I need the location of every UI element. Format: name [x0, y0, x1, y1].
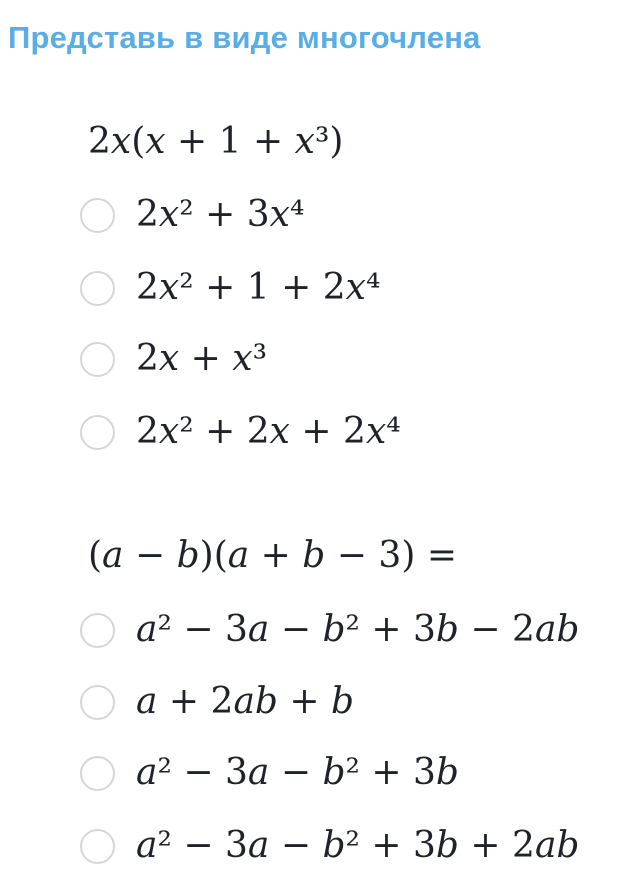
- option-label: 2x² + 1 + 2x⁴: [136, 267, 381, 308]
- question-2-expression: (a − b)(a + b − 3) =: [88, 535, 457, 576]
- radio-button[interactable]: [80, 829, 115, 864]
- question-1-expression: 2x(x + 1 + x³): [88, 121, 344, 162]
- radio-button[interactable]: [80, 198, 115, 233]
- question-2-option-4[interactable]: [80, 826, 579, 866]
- radio-button[interactable]: [80, 613, 115, 648]
- question-2-option-2[interactable]: [80, 682, 354, 722]
- option-label: 2x + x³: [136, 338, 268, 379]
- question-1-option-3[interactable]: [80, 339, 267, 379]
- radio-button[interactable]: [80, 685, 115, 720]
- radio-button[interactable]: [80, 415, 115, 450]
- option-label: a² − 3a − b² + 3b: [136, 752, 459, 793]
- option-label: 2x² + 3x⁴: [136, 194, 305, 235]
- question-2-option-3[interactable]: [80, 753, 459, 793]
- option-label: a² − 3a − b² + 3b + 2ab: [136, 825, 580, 866]
- radio-button[interactable]: [80, 756, 115, 791]
- question-1-option-4[interactable]: [80, 412, 401, 452]
- question-2-option-1[interactable]: [80, 610, 579, 650]
- radio-button[interactable]: [80, 342, 115, 377]
- question-1-option-2[interactable]: [80, 268, 380, 308]
- option-label: 2x² + 2x + 2x⁴: [136, 411, 401, 452]
- question-1-option-1[interactable]: [80, 195, 304, 235]
- option-label: a + 2ab + b: [136, 681, 355, 722]
- page-title: Представь в виде многочлена: [8, 20, 481, 55]
- radio-button[interactable]: [80, 271, 115, 306]
- option-label: a² − 3a − b² + 3b − 2ab: [136, 609, 580, 650]
